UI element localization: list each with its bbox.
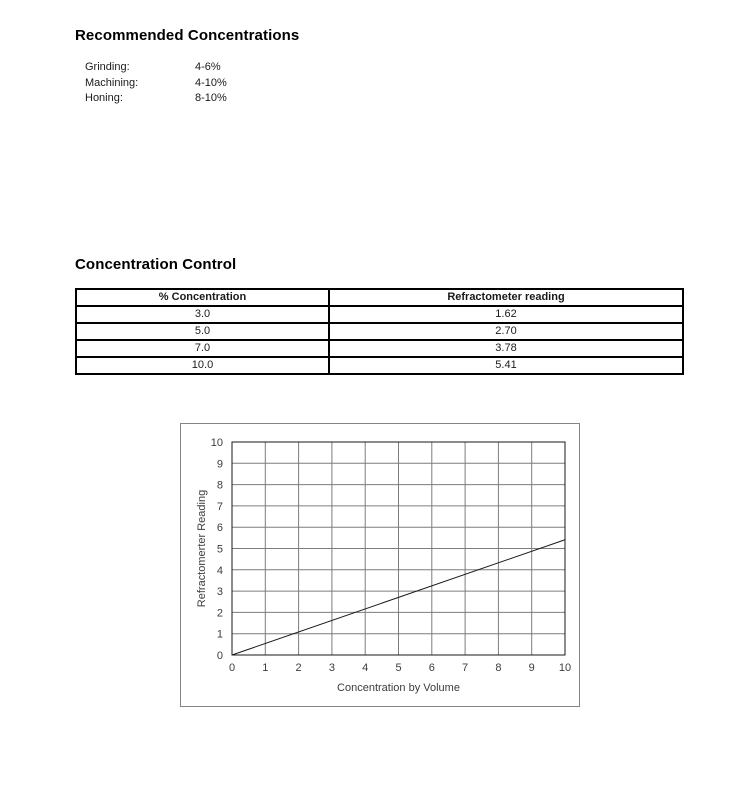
y-tick-label: 7 bbox=[216, 500, 223, 513]
concentration-cell: 7.0 bbox=[76, 340, 329, 357]
list-item bbox=[85, 60, 227, 76]
x-tick-label: 2 bbox=[295, 662, 302, 674]
reading-cell: 1.62 bbox=[329, 306, 683, 323]
concentration-cell: 10.0 bbox=[76, 357, 329, 374]
y-tick-label: 2 bbox=[216, 607, 223, 620]
table-row bbox=[76, 323, 683, 340]
x-tick-label: 0 bbox=[228, 662, 236, 674]
y-tick-label: 0 bbox=[216, 650, 223, 662]
concentration-chart bbox=[180, 423, 580, 707]
concentration-range: 8-10% bbox=[195, 92, 227, 104]
application-label: Machining: bbox=[85, 76, 139, 89]
table-header-row bbox=[76, 289, 683, 306]
concentration-cell: 3.0 bbox=[76, 306, 329, 323]
table-row bbox=[76, 357, 683, 374]
x-tick-label: 5 bbox=[395, 662, 402, 674]
y-tick-label: 3 bbox=[216, 586, 223, 599]
y-tick-label: 9 bbox=[216, 458, 223, 471]
recommended-concentrations-heading: Recommended Concentrations bbox=[75, 27, 300, 44]
y-tick-label: 5 bbox=[216, 543, 223, 556]
column-header-concentration: % Concentration bbox=[76, 289, 329, 306]
y-axis-title: Refractomerter Reading bbox=[196, 489, 208, 608]
x-axis-title: Concentration by Volume bbox=[337, 682, 460, 694]
x-tick-label: 9 bbox=[528, 662, 535, 674]
y-tick-label: 1 bbox=[216, 628, 223, 641]
list-item bbox=[85, 76, 227, 92]
list-item bbox=[85, 91, 227, 107]
x-tick-label: 7 bbox=[462, 662, 469, 674]
reading-cell: 3.78 bbox=[329, 340, 683, 357]
table-row bbox=[76, 340, 683, 357]
y-tick-label: 4 bbox=[216, 564, 223, 577]
x-tick-label: 4 bbox=[362, 662, 369, 674]
column-header-refractometer: Refractometer reading bbox=[329, 289, 683, 306]
concentration-table bbox=[75, 288, 684, 375]
table-row bbox=[76, 306, 683, 323]
x-tick-label: 6 bbox=[428, 662, 435, 674]
recommended-concentrations-list bbox=[85, 60, 227, 107]
reading-cell: 2.70 bbox=[329, 323, 683, 340]
concentration-range: 4-6% bbox=[195, 61, 221, 73]
y-tick-label: 10 bbox=[210, 437, 223, 449]
x-tick-label: 1 bbox=[262, 662, 269, 674]
reading-cell: 5.41 bbox=[329, 357, 683, 374]
x-tick-label: 10 bbox=[558, 662, 572, 674]
y-tick-label: 8 bbox=[216, 479, 223, 492]
line-chart-svg bbox=[181, 424, 579, 706]
x-tick-label: 3 bbox=[328, 662, 335, 674]
concentration-control-heading: Concentration Control bbox=[75, 256, 237, 273]
application-label: Grinding: bbox=[85, 61, 130, 73]
y-tick-label: 6 bbox=[216, 522, 223, 535]
concentration-range: 4-10% bbox=[195, 76, 227, 89]
concentration-cell: 5.0 bbox=[76, 323, 329, 340]
application-label: Honing: bbox=[85, 92, 123, 104]
x-tick-label: 8 bbox=[495, 662, 502, 674]
